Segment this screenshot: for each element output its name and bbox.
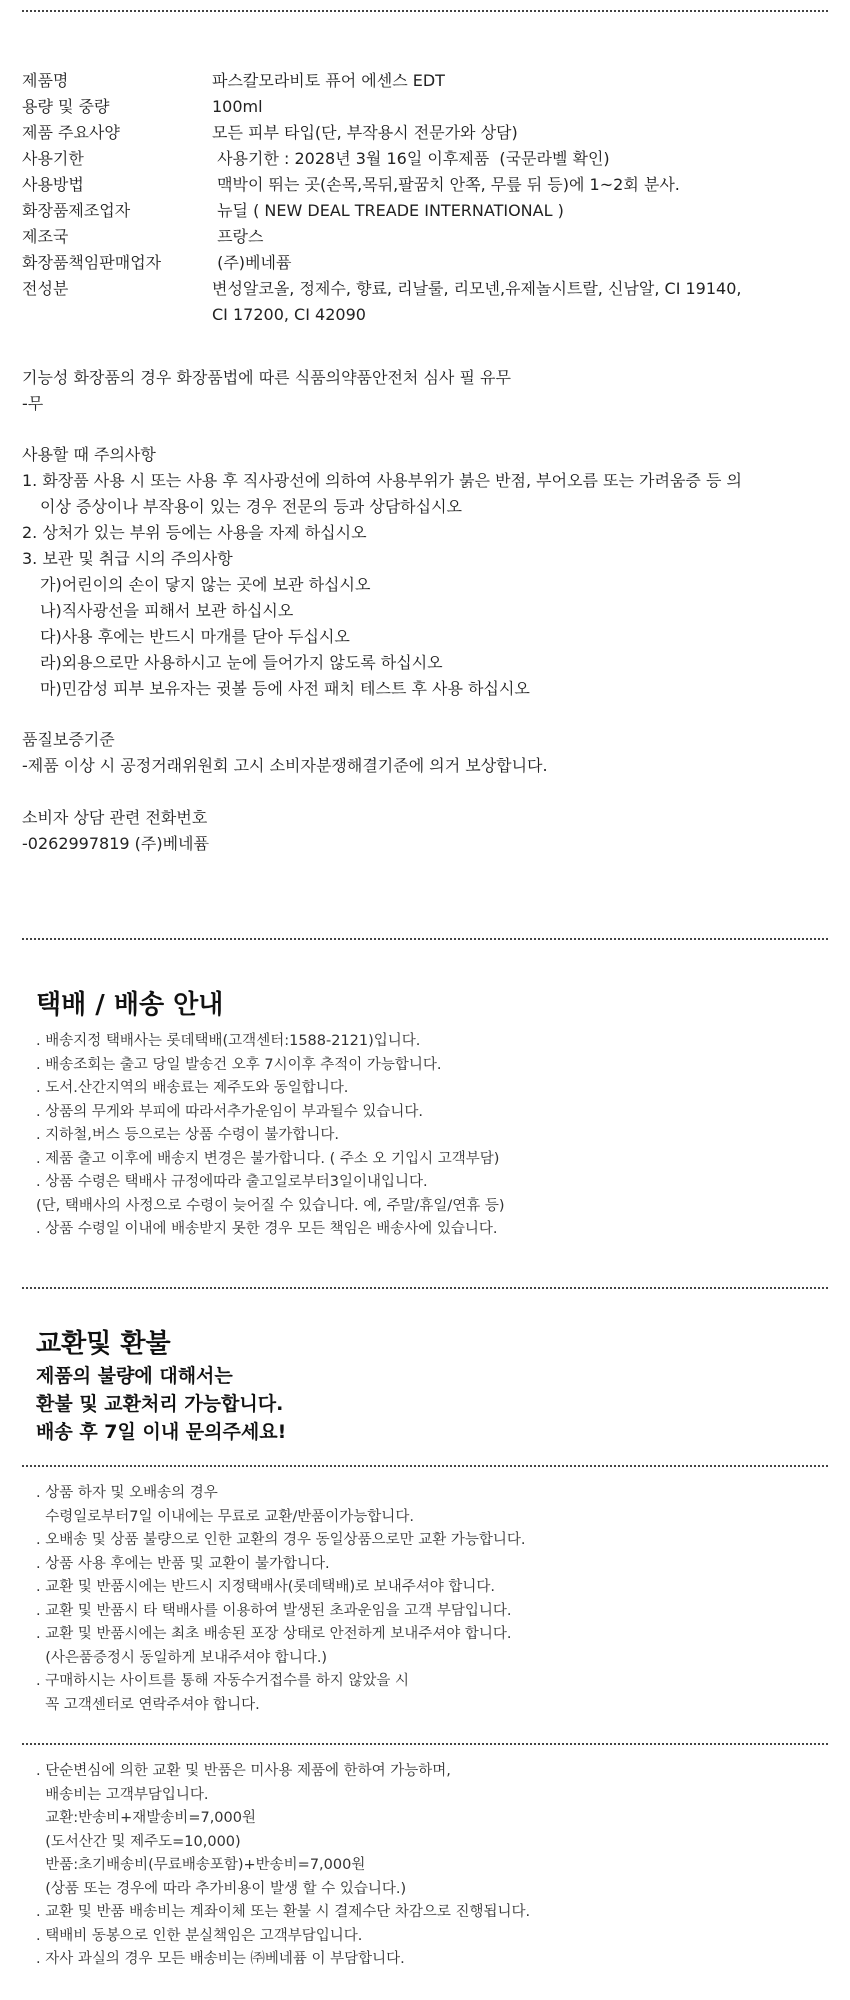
info-value-text: 파스칼모라비토 퓨어 에센스 EDT <box>212 71 445 90</box>
quality-title: 품질보증기준 <box>22 730 115 749</box>
info-row <box>22 68 832 94</box>
list-item: 배송비는 고객부담입니다. <box>36 1786 209 1803</box>
shipping-title: 택배 / 배송 안내 <box>36 990 224 1020</box>
exchange-list-1 <box>36 1482 816 1717</box>
exchange-subtitle <box>36 1362 286 1446</box>
list-item: 수령일로부터7일 이내에는 무료로 교환/반품이가능합니다. <box>36 1508 414 1525</box>
top-divider <box>22 10 828 12</box>
list-item: . 교환 및 반품시에는 반드시 지정택배사(롯데택배)로 보내주셔야 합니다. <box>36 1579 495 1595</box>
divider-refund-list <box>22 1743 828 1745</box>
divider-exchange <box>22 1287 828 1289</box>
list-item: . 교환 및 반품시에는 최초 배송된 포장 상태로 안전하게 보내주셔야 합니다. <box>36 1626 512 1642</box>
divider-shipping <box>22 938 828 940</box>
list-item: . 제품 출고 이후에 배송지 변경은 불가합니다. ( 주소 오 기입시 고객부담) <box>36 1150 500 1167</box>
caution-item-3: 3. 보관 및 취급 시의 주의사항 <box>22 549 233 568</box>
info-label: 화장품책임판매업자 <box>22 253 162 272</box>
list-item: . 택배비 동봉으로 인한 분실책임은 고객부담입니다. <box>36 1927 363 1944</box>
info-label: 사용방법 <box>22 175 84 194</box>
list-item: (사은품증정시 동일하게 보내주셔야 합니다.) <box>36 1649 328 1666</box>
caution-title: 사용할 때 주의사항 <box>22 445 156 464</box>
info-label: 제품명 <box>22 71 69 90</box>
product-info-table <box>22 68 832 328</box>
caution-item-1-cont: 이상 증상이나 부작용이 있는 경우 전문의 등과 상담하십시오 <box>40 497 463 516</box>
quality-guarantee <box>22 727 842 779</box>
caution-item-2: 2. 상처가 있는 부위 등에는 사용을 자제 하십시오 <box>22 523 367 542</box>
info-value-text: (주)베네퓸 <box>212 253 292 272</box>
caution-item-1: 1. 화장품 사용 시 또는 사용 후 직사광선에 의하여 사용부위가 붉은 반점, 부어오름 또는 가려움증 등 의 <box>22 471 742 490</box>
exchange-title: 교환및 환불 <box>36 1329 171 1359</box>
list-item: (단, 택배사의 사정으로 수령이 늦어질 수 있습니다. 예, 주말/휴일/연휴 등) <box>36 1197 505 1214</box>
info-row <box>22 224 832 250</box>
info-label: 전성분 <box>22 279 69 298</box>
list-item: . 오배송 및 상품 불량으로 인한 교환의 경우 동일상품으로만 교환 가능합니다. <box>36 1532 526 1548</box>
info-row <box>22 198 832 224</box>
info-row <box>22 146 832 172</box>
list-item: . 상품의 무게와 부피에 따라서추가운임이 부과될수 있습니다. <box>36 1103 424 1120</box>
info-label: 용량 및 중량 <box>22 97 110 116</box>
info-value <box>212 276 832 328</box>
info-value <box>212 250 832 276</box>
list-item: . 배송조회는 출고 당일 발송건 오후 7시이후 추적이 가능합니다. <box>36 1056 442 1073</box>
usage-cautions <box>22 442 842 702</box>
list-item: . 구매하시는 사이트를 통해 자동수거접수를 하지 않았을 시 <box>36 1673 410 1689</box>
info-value <box>212 146 832 172</box>
info-value-text: 100ml <box>212 97 263 116</box>
list-item: . 상품 사용 후에는 반품 및 교환이 불가합니다. <box>36 1555 330 1572</box>
info-label: 제품 주요사양 <box>22 123 120 142</box>
info-label: 사용기한 <box>22 149 84 168</box>
exchange-subtitle-3: 배송 후 7일 이내 문의주세요! <box>36 1421 287 1443</box>
info-value <box>212 224 832 250</box>
functional-notice <box>22 365 842 417</box>
list-item: (상품 또는 경우에 따라 추가비용이 발생 할 수 있습니다.) <box>36 1880 407 1897</box>
list-item: . 단순변심에 의한 교환 및 반품은 미사용 제품에 한하여 가능하며, <box>36 1763 451 1779</box>
info-label: 화장품제조업자 <box>22 201 131 220</box>
info-value-text: 변성알코올, 정제수, 향료, 리날룰, 리모넨,유제놀시트랄, 신남알, CI 19140, <box>212 279 742 298</box>
list-item: . 상품 수령은 택배사 규정에따라 출고일로부터3일이내입니다. <box>36 1174 428 1190</box>
list-item: . 지하철,버스 등으로는 상품 수령이 불가합니다. <box>36 1127 340 1143</box>
info-row <box>22 250 832 276</box>
exchange-list-2 <box>36 1760 816 1972</box>
info-row <box>22 94 832 120</box>
info-row <box>22 172 832 198</box>
caution-sub-a: 가)어린이의 손이 닿지 않는 곳에 보관 하십시오 <box>40 575 371 594</box>
quality-text: -제품 이상 시 공정거래위원회 고시 소비자분쟁해결기준에 의거 보상합니다. <box>22 756 548 775</box>
info-value-text-cont: CI 17200, CI 42090 <box>212 305 366 324</box>
info-value <box>212 120 832 146</box>
info-value-text: 모든 피부 타입(단, 부작용시 전문가와 상담) <box>212 123 518 142</box>
list-item: . 교환 및 반품 배송비는 계좌이체 또는 환불 시 결제수단 차감으로 진행됩니다. <box>36 1904 531 1920</box>
info-label: 제조국 <box>22 227 69 246</box>
list-item: . 배송지정 택배사는 롯데택배(고객센터:1588-2121)입니다. <box>36 1033 421 1049</box>
exchange-subtitle-1: 제품의 불량에 대해서는 <box>36 1365 233 1387</box>
functional-notice-line1: 기능성 화장품의 경우 화장품법에 따른 식품의약품안전처 심사 필 유무 <box>22 368 511 387</box>
info-value-text: 맥박이 뛰는 곳(손목,목뒤,팔꿈치 안쪽, 무릎 뒤 등)에 1~2회 분사. <box>212 175 680 194</box>
caution-sub-c: 다)사용 후에는 반드시 마개를 닫아 두십시오 <box>40 627 350 646</box>
contact-title: 소비자 상담 관련 전화번호 <box>22 808 208 827</box>
info-value <box>212 172 832 198</box>
divider-exchange-list <box>22 1465 828 1467</box>
info-value <box>212 94 832 120</box>
info-value-text: 사용기한 : 2028년 3월 16일 이후제품 (국문라벨 확인) <box>212 149 610 168</box>
caution-sub-b: 나)직사광선을 피해서 보관 하십시오 <box>40 601 294 620</box>
shipping-list <box>36 1030 816 1242</box>
info-value-text: 프랑스 <box>212 227 264 246</box>
contact-phone: -0262997819 (주)베네퓸 <box>22 834 209 853</box>
list-item: . 도서.산간지역의 배송료는 제주도와 동일합니다. <box>36 1080 349 1096</box>
info-value <box>212 68 832 94</box>
list-item: 꼭 고객센터로 연락주셔야 합니다. <box>36 1696 260 1713</box>
exchange-subtitle-2: 환불 및 교환처리 가능합니다. <box>36 1393 284 1415</box>
consumer-contact <box>22 805 842 857</box>
info-value <box>212 198 832 224</box>
info-value-text: 뉴딜 ( NEW DEAL TREADE INTERNATIONAL ) <box>212 201 564 220</box>
list-item: . 상품 수령일 이내에 배송받지 못한 경우 모든 책임은 배송사에 있습니다. <box>36 1221 498 1237</box>
list-item: 교환:반송비+재발송비=7,000원 <box>36 1810 256 1826</box>
list-item: . 자사 과실의 경우 모든 배송비는 ㈜베네퓸 이 부담합니다. <box>36 1951 405 1967</box>
list-item: (도서산간 및 제주도=10,000) <box>36 1833 241 1850</box>
caution-sub-d: 라)외용으로만 사용하시고 눈에 들어가지 않도록 하십시오 <box>40 653 443 672</box>
caution-sub-e: 마)민감성 피부 보유자는 귓볼 등에 사전 패치 테스트 후 사용 하십시오 <box>40 679 530 698</box>
list-item: . 상품 하자 및 오배송의 경우 <box>36 1485 218 1501</box>
info-row <box>22 120 832 146</box>
info-row <box>22 276 832 328</box>
functional-notice-line2: -무 <box>22 394 44 413</box>
list-item: 반품:초기배송비(무료배송포함)+반송비=7,000원 <box>36 1857 366 1873</box>
list-item: . 교환 및 반품시 타 택배사를 이용하여 발생된 초과운임을 고객 부담입니다. <box>36 1602 512 1619</box>
